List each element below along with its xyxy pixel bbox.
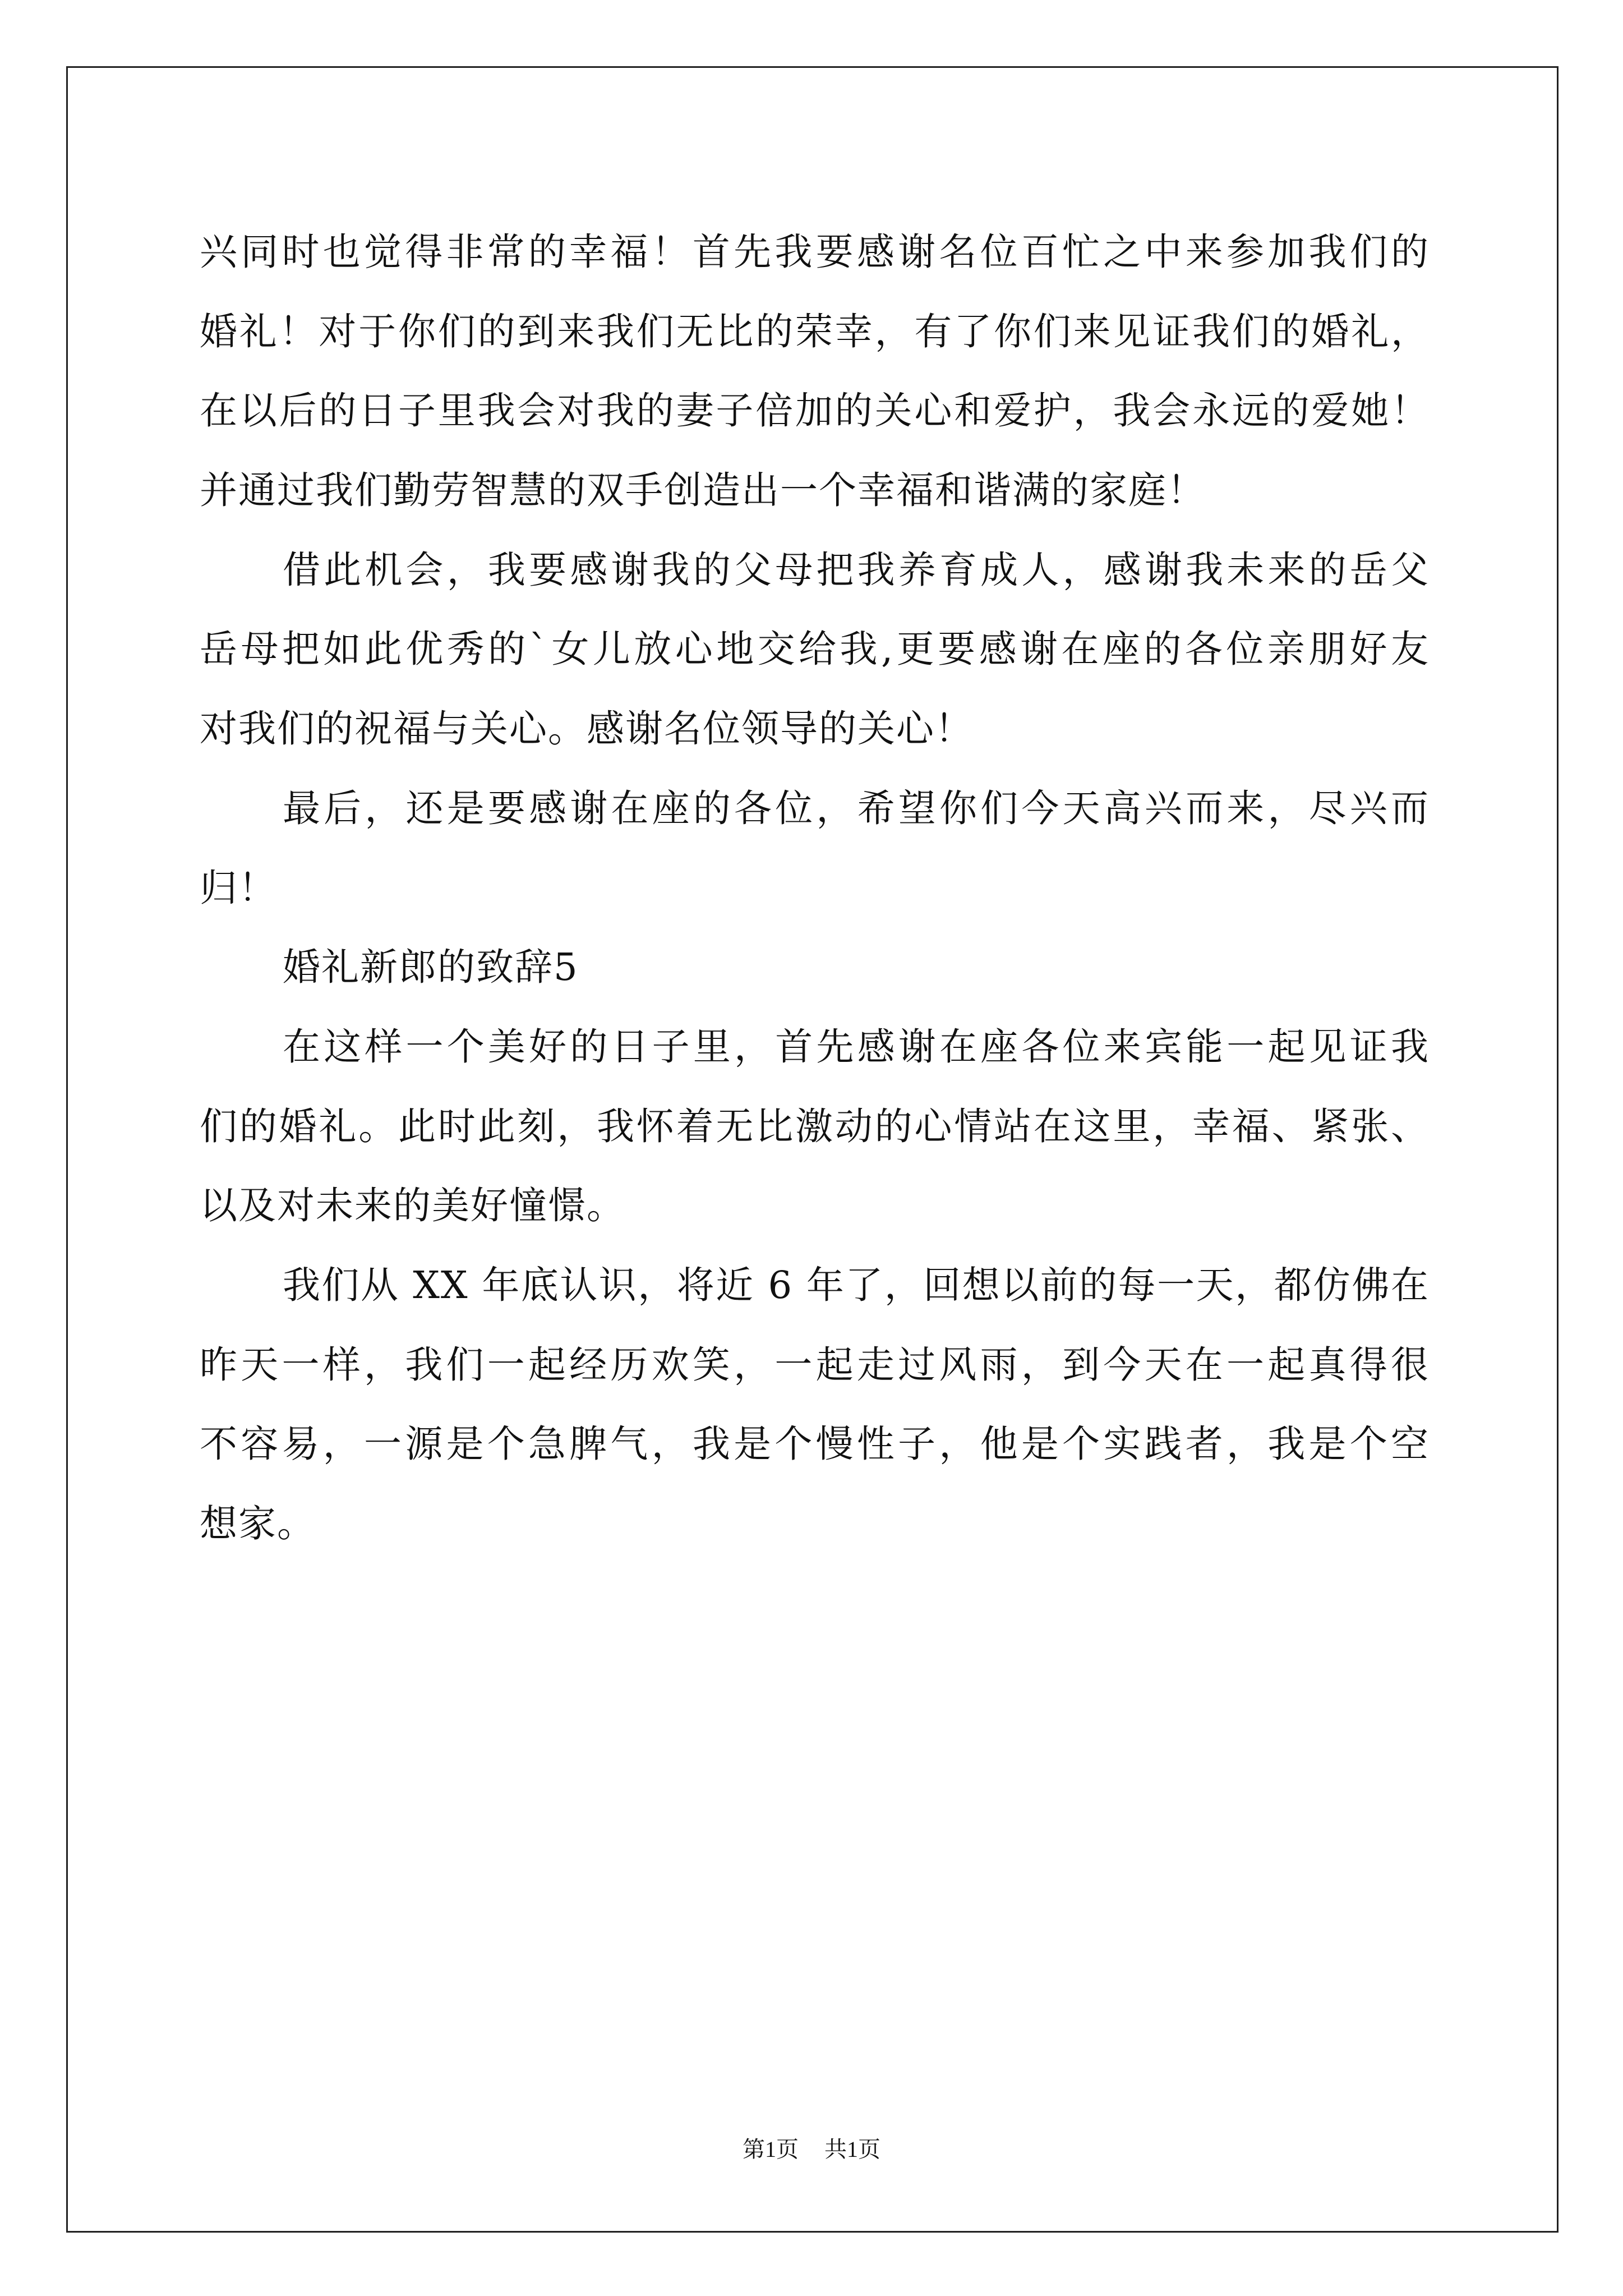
paragraph xyxy=(200,769,1430,928)
section-heading-text: 婚礼新郎的致辞5 xyxy=(283,945,579,990)
text-line: 昨天一样，我们一起经历欢笑，一起走过风雨，到今天在一起真得很 xyxy=(200,1342,1430,1387)
page-total: 共1页 xyxy=(824,2137,880,2162)
text-line: 岳母把如此优秀的`女儿放心地交给我,更要感谢在座的各位亲朋好友 xyxy=(200,627,1430,671)
paragraph xyxy=(200,213,1430,531)
text-line: 想家。 xyxy=(200,1502,316,1545)
text-line: 归！ xyxy=(200,866,277,910)
paragraph xyxy=(200,1007,1430,1246)
text-line: 在以后的日子里我会对我的妻子倍加的关心和爱护，我会永远的爱她！ xyxy=(200,389,1430,433)
text-line: 兴同时也觉得非常的幸福！首先我要感谢名位百忙之中来参加我们的 xyxy=(200,230,1430,274)
text-line: 们的婚礼。此时此刻，我怀着无比激动的心情站在这里，幸福、紧张、 xyxy=(200,1104,1430,1148)
text-line: 以及对未来的美好憧憬。 xyxy=(200,1184,625,1228)
text-line: 并通过我们勤劳智慧的双手创造出一个幸福和谐满的家庭！ xyxy=(200,468,1206,513)
text-line: 最后，还是要感谢在座的各位，希望你们今天高兴而来，尽兴而 xyxy=(283,786,1430,830)
paragraph xyxy=(200,1246,1430,1564)
text-line: 对我们的祝福与关心。感谢名位领导的关心！ xyxy=(200,707,974,751)
text-line: 不容易，一源是个急脾气，我是个慢性子，他是个实践者，我是个空 xyxy=(200,1422,1430,1466)
document-body xyxy=(200,213,1430,1564)
text-line: 借此机会，我要感谢我的父母把我养育成人，感谢我未来的岳父 xyxy=(283,547,1430,592)
page-footer xyxy=(0,2136,1623,2163)
paragraph xyxy=(200,531,1430,769)
section-heading xyxy=(200,928,1430,1007)
text-line: 在这样一个美好的日子里，首先感谢在座各位来宾能一起见证我 xyxy=(283,1024,1430,1069)
text-line: 我们从 XX 年底认识，将近 6 年了，回想以前的每一天，都仿佛在 xyxy=(283,1263,1430,1307)
text-line: 婚礼！对于你们的到来我们无比的荣幸，有了你们来见证我们的婚礼， xyxy=(200,309,1430,353)
page-number: 第1页 xyxy=(743,2137,799,2162)
